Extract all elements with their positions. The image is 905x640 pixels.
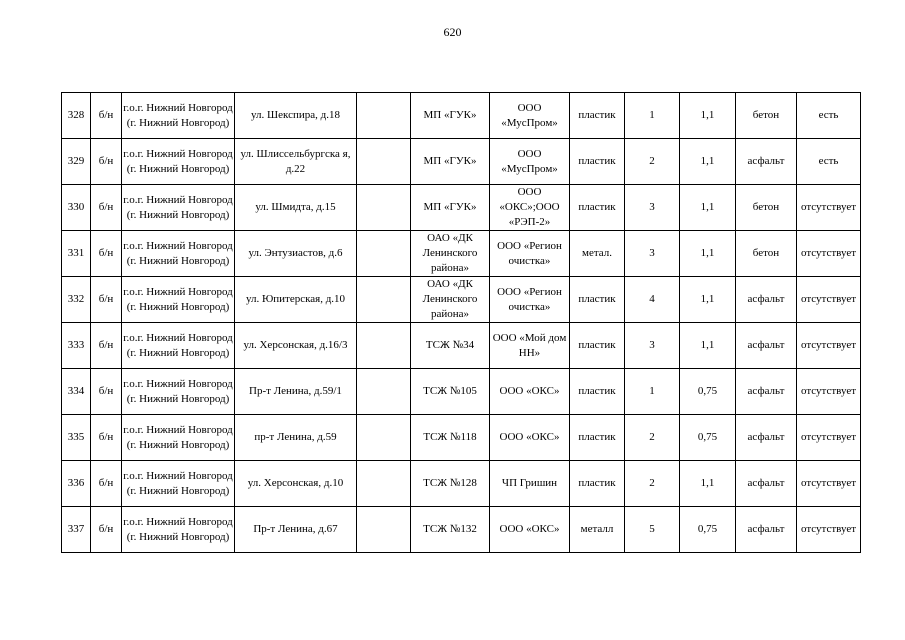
- container-material-cell: пластик: [570, 415, 625, 461]
- container-volume-cell: 1,1: [680, 139, 736, 185]
- municipality-cell: г.о.г. Нижний Новгород (г. Нижний Новгород): [122, 415, 235, 461]
- container-volume-cell: 1,1: [680, 93, 736, 139]
- blank-cell: [357, 139, 411, 185]
- registry-number-cell: б/н: [91, 231, 122, 277]
- waste-carrier-cell: ООО «Регион очистка»: [490, 277, 570, 323]
- managing-organization-cell: МП «ГУК»: [411, 93, 490, 139]
- fence-cell: отсутствует: [797, 185, 861, 231]
- surface-type-cell: бетон: [736, 93, 797, 139]
- container-count-cell: 2: [625, 415, 680, 461]
- address-cell: ул. Херсонская, д.16/3: [235, 323, 357, 369]
- waste-carrier-cell: ООО «Мой дом НН»: [490, 323, 570, 369]
- managing-organization-cell: ТСЖ №118: [411, 415, 490, 461]
- row-number-cell: 332: [62, 277, 91, 323]
- container-count-cell: 3: [625, 231, 680, 277]
- fence-cell: отсутствует: [797, 323, 861, 369]
- blank-cell: [357, 461, 411, 507]
- blank-cell: [357, 277, 411, 323]
- municipality-cell: г.о.г. Нижний Новгород (г. Нижний Новгород): [122, 139, 235, 185]
- municipality-cell: г.о.г. Нижний Новгород (г. Нижний Новгород): [122, 185, 235, 231]
- row-number-cell: 330: [62, 185, 91, 231]
- managing-organization-cell: ТСЖ №34: [411, 323, 490, 369]
- surface-type-cell: асфальт: [736, 369, 797, 415]
- municipality-cell: г.о.г. Нижний Новгород (г. Нижний Новгород): [122, 461, 235, 507]
- address-cell: ул. Херсонская, д.10: [235, 461, 357, 507]
- table-row: [62, 277, 861, 323]
- surface-type-cell: бетон: [736, 185, 797, 231]
- waste-carrier-cell: ООО «МусПром»: [490, 139, 570, 185]
- container-volume-cell: 0,75: [680, 369, 736, 415]
- row-number-cell: 328: [62, 93, 91, 139]
- table-row: [62, 185, 861, 231]
- container-material-cell: пластик: [570, 369, 625, 415]
- address-cell: ул. Энтузиастов, д.6: [235, 231, 357, 277]
- managing-organization-cell: ОАО «ДК Ленинского района»: [411, 277, 490, 323]
- blank-cell: [357, 185, 411, 231]
- container-count-cell: 2: [625, 461, 680, 507]
- managing-organization-cell: ТСЖ №128: [411, 461, 490, 507]
- container-count-cell: 5: [625, 507, 680, 553]
- container-sites-table: [61, 92, 861, 553]
- waste-carrier-cell: ООО «МусПром»: [490, 93, 570, 139]
- municipality-cell: г.о.г. Нижний Новгород (г. Нижний Новгород): [122, 231, 235, 277]
- waste-carrier-cell: ООО «ОКС»: [490, 507, 570, 553]
- registry-number-cell: б/н: [91, 369, 122, 415]
- row-number-cell: 333: [62, 323, 91, 369]
- container-material-cell: пластик: [570, 461, 625, 507]
- waste-carrier-cell: ООО «Регион очистка»: [490, 231, 570, 277]
- row-number-cell: 335: [62, 415, 91, 461]
- container-volume-cell: 1,1: [680, 461, 736, 507]
- container-count-cell: 4: [625, 277, 680, 323]
- surface-type-cell: бетон: [736, 231, 797, 277]
- surface-type-cell: асфальт: [736, 461, 797, 507]
- blank-cell: [357, 415, 411, 461]
- surface-type-cell: асфальт: [736, 323, 797, 369]
- fence-cell: отсутствует: [797, 277, 861, 323]
- address-cell: ул. Шмидта, д.15: [235, 185, 357, 231]
- fence-cell: отсутствует: [797, 231, 861, 277]
- container-material-cell: метал.: [570, 231, 625, 277]
- address-cell: пр-т Ленина, д.59: [235, 415, 357, 461]
- managing-organization-cell: ОАО «ДК Ленинского района»: [411, 231, 490, 277]
- managing-organization-cell: МП «ГУК»: [411, 185, 490, 231]
- container-volume-cell: 1,1: [680, 185, 736, 231]
- row-number-cell: 337: [62, 507, 91, 553]
- table-row: [62, 139, 861, 185]
- registry-number-cell: б/н: [91, 415, 122, 461]
- blank-cell: [357, 93, 411, 139]
- registry-number-cell: б/н: [91, 139, 122, 185]
- container-count-cell: 2: [625, 139, 680, 185]
- address-cell: Пр-т Ленина, д.67: [235, 507, 357, 553]
- blank-cell: [357, 369, 411, 415]
- blank-cell: [357, 507, 411, 553]
- container-volume-cell: 1,1: [680, 231, 736, 277]
- waste-carrier-cell: ООО «ОКС»: [490, 415, 570, 461]
- surface-type-cell: асфальт: [736, 415, 797, 461]
- managing-organization-cell: ТСЖ №132: [411, 507, 490, 553]
- blank-cell: [357, 323, 411, 369]
- surface-type-cell: асфальт: [736, 507, 797, 553]
- container-volume-cell: 0,75: [680, 415, 736, 461]
- fence-cell: отсутствует: [797, 461, 861, 507]
- container-count-cell: 1: [625, 93, 680, 139]
- container-material-cell: пластик: [570, 93, 625, 139]
- surface-type-cell: асфальт: [736, 139, 797, 185]
- address-cell: ул. Шекспира, д.18: [235, 93, 357, 139]
- container-volume-cell: 0,75: [680, 507, 736, 553]
- registry-number-cell: б/н: [91, 323, 122, 369]
- table-row: [62, 415, 861, 461]
- container-material-cell: металл: [570, 507, 625, 553]
- registry-number-cell: б/н: [91, 277, 122, 323]
- container-material-cell: пластик: [570, 277, 625, 323]
- table-row: [62, 323, 861, 369]
- registry-number-cell: б/н: [91, 461, 122, 507]
- container-material-cell: пластик: [570, 139, 625, 185]
- row-number-cell: 331: [62, 231, 91, 277]
- registry-number-cell: б/н: [91, 93, 122, 139]
- fence-cell: отсутствует: [797, 369, 861, 415]
- municipality-cell: г.о.г. Нижний Новгород (г. Нижний Новгород): [122, 277, 235, 323]
- fence-cell: отсутствует: [797, 507, 861, 553]
- blank-cell: [357, 231, 411, 277]
- address-cell: ул. Юпитерская, д.10: [235, 277, 357, 323]
- waste-carrier-cell: ООО «ОКС»;ООО «РЭП-2»: [490, 185, 570, 231]
- waste-carrier-cell: ООО «ОКС»: [490, 369, 570, 415]
- registry-number-cell: б/н: [91, 507, 122, 553]
- container-volume-cell: 1,1: [680, 277, 736, 323]
- container-count-cell: 3: [625, 323, 680, 369]
- managing-organization-cell: МП «ГУК»: [411, 139, 490, 185]
- fence-cell: отсутствует: [797, 415, 861, 461]
- municipality-cell: г.о.г. Нижний Новгород (г. Нижний Новгород): [122, 369, 235, 415]
- table-row: [62, 461, 861, 507]
- fence-cell: есть: [797, 93, 861, 139]
- container-count-cell: 1: [625, 369, 680, 415]
- table-row: [62, 507, 861, 553]
- row-number-cell: 334: [62, 369, 91, 415]
- managing-organization-cell: ТСЖ №105: [411, 369, 490, 415]
- address-cell: Пр-т Ленина, д.59/1: [235, 369, 357, 415]
- table-row: [62, 231, 861, 277]
- container-count-cell: 3: [625, 185, 680, 231]
- container-material-cell: пластик: [570, 323, 625, 369]
- row-number-cell: 329: [62, 139, 91, 185]
- row-number-cell: 336: [62, 461, 91, 507]
- table-row: [62, 93, 861, 139]
- municipality-cell: г.о.г. Нижний Новгород (г. Нижний Новгород): [122, 323, 235, 369]
- waste-carrier-cell: ЧП Гришин: [490, 461, 570, 507]
- municipality-cell: г.о.г. Нижний Новгород (г. Нижний Новгород): [122, 93, 235, 139]
- table-row: [62, 369, 861, 415]
- municipality-cell: г.о.г. Нижний Новгород (г. Нижний Новгород): [122, 507, 235, 553]
- container-volume-cell: 1,1: [680, 323, 736, 369]
- fence-cell: есть: [797, 139, 861, 185]
- registry-number-cell: б/н: [91, 185, 122, 231]
- address-cell: ул. Шлиссельбургска я, д.22: [235, 139, 357, 185]
- container-material-cell: пластик: [570, 185, 625, 231]
- page-number: 620: [443, 25, 462, 39]
- surface-type-cell: асфальт: [736, 277, 797, 323]
